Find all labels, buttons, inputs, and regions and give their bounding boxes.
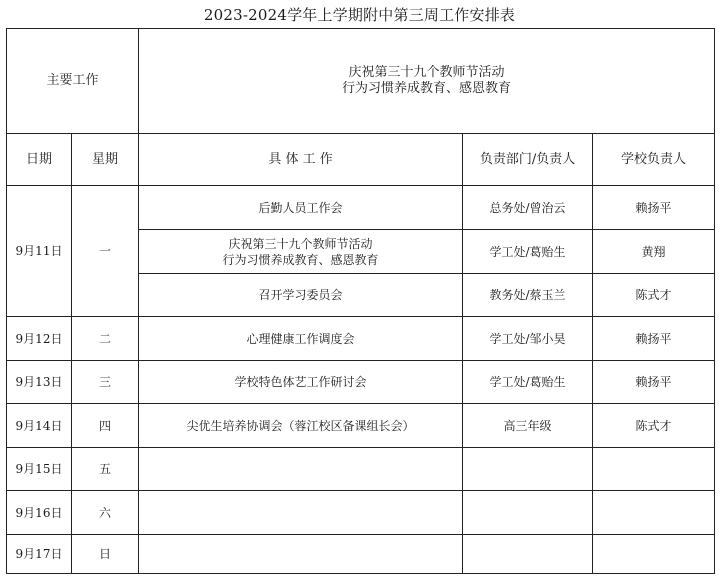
table-row xyxy=(7,361,715,404)
page-title: 2023-2024学年上学期附中第三周工作安排表 xyxy=(203,6,516,24)
weekday-cell: 五 xyxy=(72,448,139,491)
dept-cell: 学工处/邹小昊 xyxy=(463,317,593,361)
table-row xyxy=(7,448,715,491)
main-work-label: 主要工作 xyxy=(7,29,139,134)
dept-cell: 总务处/曾治云 xyxy=(463,186,593,230)
weekday-cell: 三 xyxy=(72,361,139,404)
weekday-cell: 二 xyxy=(72,317,139,361)
dept-cell: 学工处/葛贻生 xyxy=(463,230,593,274)
dept-cell: 教务处/蔡玉兰 xyxy=(463,274,593,317)
owner-cell: 陈式才 xyxy=(593,274,715,317)
schedule-table xyxy=(6,28,715,574)
main-work-line: 庆祝第三十九个教师节活动 xyxy=(348,65,505,80)
dept-cell: 高三年级 xyxy=(463,404,593,448)
date-cell: 9月14日 xyxy=(7,404,72,448)
header-work: 具 体 工 作 xyxy=(139,134,463,186)
header-weekday: 星期 xyxy=(72,134,139,186)
work-cell xyxy=(139,491,463,535)
main-work-content xyxy=(139,29,715,134)
work-cell: 召开学习委员会 xyxy=(139,274,463,317)
owner-cell: 黄翔 xyxy=(593,230,715,274)
dept-cell xyxy=(463,448,593,491)
work-cell: 心理健康工作调度会 xyxy=(139,317,463,361)
work-cell: 学校特色体艺工作研讨会 xyxy=(139,361,463,404)
work-cell xyxy=(139,535,463,574)
main-work-line: 行为习惯养成教育、感恩教育 xyxy=(342,81,512,96)
owner-cell: 陈式才 xyxy=(593,404,715,448)
owner-cell: 赖扬平 xyxy=(593,317,715,361)
header-date: 日期 xyxy=(7,134,72,186)
table-row xyxy=(7,404,715,448)
owner-cell xyxy=(593,448,715,491)
weekday-cell: 四 xyxy=(72,404,139,448)
dept-cell xyxy=(463,535,593,574)
table-row xyxy=(7,186,715,230)
work-cell xyxy=(139,230,463,274)
work-cell xyxy=(139,448,463,491)
weekday-cell: 日 xyxy=(72,535,139,574)
date-cell: 9月16日 xyxy=(7,491,72,535)
table-row xyxy=(7,491,715,535)
owner-cell xyxy=(593,491,715,535)
date-cell: 9月13日 xyxy=(7,361,72,404)
owner-cell: 赖扬平 xyxy=(593,186,715,230)
header-school-owner: 学校负责人 xyxy=(593,134,715,186)
work-line: 庆祝第三十九个教师节活动 xyxy=(228,236,373,251)
owner-cell xyxy=(593,535,715,574)
date-cell: 9月17日 xyxy=(7,535,72,574)
work-cell: 后勤人员工作会 xyxy=(139,186,463,230)
header-dept: 负责部门/负责人 xyxy=(463,134,593,186)
weekday-cell: 六 xyxy=(72,491,139,535)
dept-cell xyxy=(463,491,593,535)
date-cell: 9月12日 xyxy=(7,317,72,361)
work-line: 行为习惯养成教育、感恩教育 xyxy=(222,252,379,267)
table-row xyxy=(7,535,715,574)
table-row xyxy=(7,317,715,361)
header-row xyxy=(7,134,715,186)
date-cell: 9月11日 xyxy=(7,186,72,317)
dept-cell: 学工处/葛贻生 xyxy=(463,361,593,404)
weekday-cell: 一 xyxy=(72,186,139,317)
work-cell: 尖优生培养协调会（蓉江校区备课组长会） xyxy=(139,404,463,448)
main-work-row xyxy=(7,29,715,134)
owner-cell: 赖扬平 xyxy=(593,361,715,404)
date-cell: 9月15日 xyxy=(7,448,72,491)
